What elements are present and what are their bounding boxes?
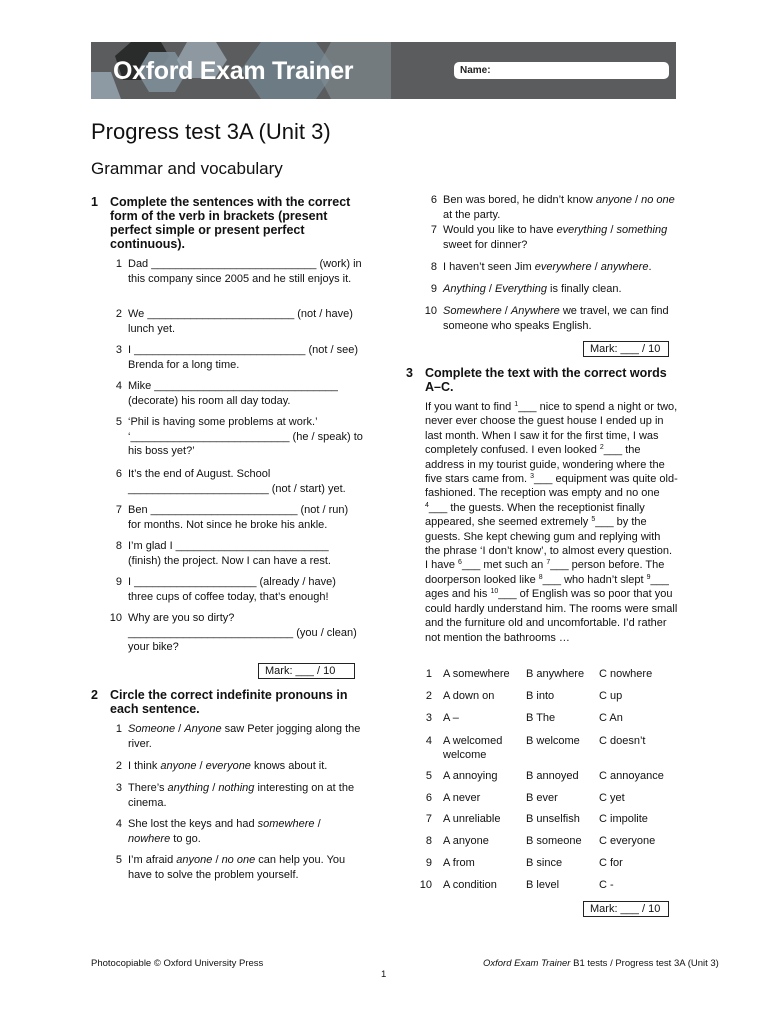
brand-logo: Oxford Exam Trainer (113, 57, 354, 85)
list-item: 4 Mike ______________________________ (decorate) his room all day today. (115, 380, 338, 407)
q2-instruction: Circle the correct indefinite pronouns in each sentence. (110, 688, 348, 716)
list-item: 2 We ________________________ (not / have) lunch yet. (115, 308, 353, 335)
footer-brand: Oxford Exam Trainer (483, 958, 571, 969)
list-item: 5 ‘Phil is having some problems at work.’ ‘__________________________ (he / speak) to his boss yet?’ (115, 416, 363, 457)
footer-copyright: Photocopiable © Oxford University Press (91, 958, 264, 969)
q2-number: 2 (91, 688, 98, 702)
page-title: Progress test 3A (Unit 3) (91, 119, 331, 144)
section-title: Grammar and vocabulary (91, 159, 283, 178)
q1-instruction: Complete the sentences with the correct form of the verb in brackets (present perfect simple or present perfect continuous). (110, 195, 351, 251)
q1-number: 1 (91, 195, 98, 209)
list-item: 8 I haven’t seen Jim everywhere / anywhere. (430, 261, 652, 273)
list-item: 8 I’m glad I _________________________ (finish) the project. Now I can have a rest. (115, 540, 331, 567)
q2-heading (91, 688, 370, 716)
q3-number: 3 (406, 366, 413, 380)
page-number: 1 (381, 969, 387, 980)
list-item: 9 I ____________________ (already / have) three cups of coffee today, that’s enough! (115, 576, 336, 603)
q3-mark-box[interactable]: Mark: ___ / 10 (583, 901, 669, 917)
list-item: 1 Someone / Anyone saw Peter jogging along the river. (115, 723, 361, 750)
list-item: 5 I’m afraid anyone / no one can help you. You have to solve the problem yourself. (115, 854, 346, 881)
q1-mark-box[interactable]: Mark: ___ / 10 (258, 663, 355, 679)
name-label: Name: (460, 65, 491, 76)
list-item: 7 Ben ________________________ (not / run) for months. Not since he broke his ankle. (115, 504, 349, 531)
table-row: 2 A down on B into C up (425, 690, 623, 702)
q3-text: If you want to find $^1$___ nice to spend a night or two, never ever choose the guest house I ended up in last month. When I saw it for the first time, I was completely confused. I even looked $^2$___ the address in my tourist guide, wondering where the five stars came from. $^3$___ equipment was quite old-fashioned. The reception was empty and no one $^4$___ the guests. When the receptionist finally appeared, she seemed extremely $^5$___ by the guests. She kept chewing gum and replying with the phrase ‘I don’t know’, to almost every question. I have $^6$___ met such an $^7$___ person before. The doorperson looked like $^8$___ who hadn’t slept $^9$___ ages and his $^{10}$___ of English was so poor that you could hardly understand him. The rooms were small and the furniture old and uncomfortable. I’d rather not mention the bathrooms … (425, 401, 678, 644)
list-item: 1 Dad ___________________________ (work) in this company since 2005 and he still enjoys it. (115, 258, 362, 285)
list-item: 6 Ben was bored, he didn’t know anyone / no one at the party. (430, 194, 675, 221)
table-row: 10 A condition B level C - (419, 879, 614, 891)
q2-mark-box[interactable]: Mark: ___ / 10 (583, 341, 669, 357)
table-row: 8 A anyone B someone C everyone (425, 835, 656, 847)
table-row: 4 A welcomed welcome B welcome C doesn’t (425, 735, 646, 761)
name-field[interactable] (454, 62, 669, 79)
footer-test-name: B1 tests / Progress test 3A (Unit 3) (570, 958, 719, 969)
list-item: 6 It’s the end of August. School _______________________ (not / start) yet. (115, 468, 346, 495)
list-item: 9 Anything / Everything is finally clean. (430, 283, 622, 295)
list-item: 2 I think anyone / everyone knows about it. (115, 760, 328, 772)
table-row: 7 A unreliable B unselfish C impolite (425, 813, 648, 825)
q1-heading (91, 195, 370, 251)
list-item: 3 There’s anything / nothing interesting on at the cinema. (115, 782, 355, 809)
q3-heading (406, 366, 683, 394)
table-row: 1 A somewhere B anywhere C nowhere (425, 668, 653, 680)
footer-test-info (483, 958, 719, 969)
table-row: 3 A – B The C An (425, 712, 623, 724)
list-item: 7 Would you like to have everything / something sweet for dinner? (430, 224, 668, 251)
list-item: 3 I ____________________________ (not / see) Brenda for a long time. (115, 344, 358, 371)
table-row: 6 A never B ever C yet (425, 792, 625, 804)
list-item: 10 Why are you so dirty? ___________________________ (you / clean) your bike? (109, 612, 357, 653)
table-row: 5 A annoying B annoyed C annoyance (425, 770, 664, 782)
q3-instruction: Complete the text with the correct words A–C. (425, 366, 667, 394)
list-item: 4 She lost the keys and had somewhere / nowhere to go. (115, 818, 321, 845)
list-item: 10 Somewhere / Anywhere we travel, we can find someone who speaks English. (424, 305, 669, 332)
table-row: 9 A from B since C for (425, 857, 623, 869)
